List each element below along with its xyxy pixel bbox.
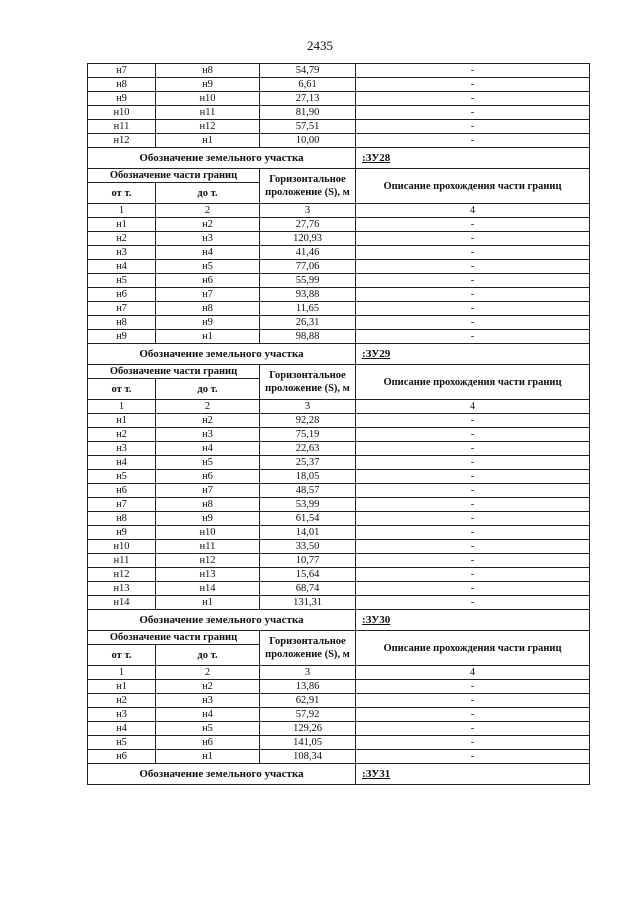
table-row — [88, 106, 590, 120]
plot-designation-label: Обозначение земельного участка — [88, 610, 356, 631]
description-cell: - — [356, 64, 590, 78]
length-cell: 14,01 — [260, 526, 356, 540]
to-point-cell: н13 — [156, 568, 260, 582]
length-cell: 68,74 — [260, 582, 356, 596]
header-row — [88, 631, 590, 645]
description-cell: - — [356, 120, 590, 134]
description-cell: - — [356, 246, 590, 260]
length-cell: 33,50 — [260, 540, 356, 554]
from-point-cell: н11 — [88, 554, 156, 568]
plot-designation-label: Обозначение земельного участка — [88, 344, 356, 365]
to-point-cell: н8 — [156, 302, 260, 316]
to-point-cell: н12 — [156, 554, 260, 568]
from-point-cell: н4 — [88, 456, 156, 470]
description-cell: - — [356, 596, 590, 610]
length-cell: 93,88 — [260, 288, 356, 302]
table-row — [88, 218, 590, 232]
to-point-cell: н5 — [156, 456, 260, 470]
table-row — [88, 512, 590, 526]
description-cell: - — [356, 428, 590, 442]
from-point-cell: н4 — [88, 722, 156, 736]
description-cell: - — [356, 526, 590, 540]
table-row — [88, 246, 590, 260]
to-point-cell: н10 — [156, 92, 260, 106]
plot-designation-label: Обозначение земельного участка — [88, 148, 356, 169]
from-point-cell: н4 — [88, 260, 156, 274]
from-point-cell: н1 — [88, 218, 156, 232]
table-row — [88, 736, 590, 750]
length-cell: 77,06 — [260, 260, 356, 274]
column-number-row — [88, 204, 590, 218]
from-point-cell: н7 — [88, 64, 156, 78]
from-point-cell: н12 — [88, 134, 156, 148]
description-cell: - — [356, 484, 590, 498]
description-cell: - — [356, 722, 590, 736]
plot-designation-label: Обозначение земельного участка — [88, 764, 356, 785]
description-cell: - — [356, 736, 590, 750]
parts-header: Обозначение части границ — [88, 365, 260, 379]
length-cell: 57,92 — [260, 708, 356, 722]
description-cell: - — [356, 680, 590, 694]
length-cell: 108,34 — [260, 750, 356, 764]
length-cell: 131,31 — [260, 596, 356, 610]
table-row — [88, 260, 590, 274]
from-point-cell: н9 — [88, 526, 156, 540]
to-point-cell: н1 — [156, 750, 260, 764]
boundary-table — [87, 63, 590, 785]
to-header: до т. — [156, 645, 260, 666]
to-point-cell: н14 — [156, 582, 260, 596]
description-cell: - — [356, 92, 590, 106]
table-row — [88, 540, 590, 554]
to-point-cell: н4 — [156, 708, 260, 722]
from-point-cell: н11 — [88, 120, 156, 134]
table-row — [88, 330, 590, 344]
to-point-cell: н1 — [156, 134, 260, 148]
table-row — [88, 554, 590, 568]
plot-id: :ЗУ30 — [356, 610, 590, 631]
description-cell: - — [356, 540, 590, 554]
column-number-4: 4 — [356, 666, 590, 680]
length-cell: 57,51 — [260, 120, 356, 134]
description-cell: - — [356, 288, 590, 302]
plot-id: :ЗУ29 — [356, 344, 590, 365]
to-point-cell: н9 — [156, 316, 260, 330]
to-point-cell: н7 — [156, 484, 260, 498]
table-row — [88, 232, 590, 246]
description-header: Описание прохождения части границ — [356, 365, 590, 400]
plot-designation-row — [88, 610, 590, 631]
to-point-cell: н7 — [156, 288, 260, 302]
table-row — [88, 680, 590, 694]
table-row — [88, 750, 590, 764]
from-point-cell: н9 — [88, 330, 156, 344]
length-cell: 15,64 — [260, 568, 356, 582]
table-row — [88, 288, 590, 302]
header-row — [88, 169, 590, 183]
description-cell: - — [356, 512, 590, 526]
length-cell: 120,93 — [260, 232, 356, 246]
description-cell: - — [356, 260, 590, 274]
table-row — [88, 78, 590, 92]
description-cell: - — [356, 274, 590, 288]
length-cell: 55,99 — [260, 274, 356, 288]
to-point-cell: н4 — [156, 442, 260, 456]
to-point-cell: н4 — [156, 246, 260, 260]
plot-id: :ЗУ28 — [356, 148, 590, 169]
table-row — [88, 64, 590, 78]
length-cell: 92,28 — [260, 414, 356, 428]
from-point-cell: н7 — [88, 498, 156, 512]
from-point-cell: н14 — [88, 596, 156, 610]
from-point-cell: н12 — [88, 568, 156, 582]
length-cell: 11,65 — [260, 302, 356, 316]
description-cell: - — [356, 442, 590, 456]
to-point-cell: н6 — [156, 736, 260, 750]
length-cell: 61,54 — [260, 512, 356, 526]
from-point-cell: н2 — [88, 694, 156, 708]
table-row — [88, 456, 590, 470]
table-row — [88, 92, 590, 106]
length-cell: 62,91 — [260, 694, 356, 708]
to-point-cell: н10 — [156, 526, 260, 540]
column-number-2: 2 — [156, 666, 260, 680]
from-header: от т. — [88, 645, 156, 666]
to-point-cell: н3 — [156, 428, 260, 442]
description-cell: - — [356, 694, 590, 708]
description-header: Описание прохождения части границ — [356, 169, 590, 204]
from-point-cell: н6 — [88, 750, 156, 764]
plot-designation-row — [88, 764, 590, 785]
description-cell: - — [356, 218, 590, 232]
to-point-cell: н3 — [156, 232, 260, 246]
length-cell: 81,90 — [260, 106, 356, 120]
to-point-cell: н8 — [156, 498, 260, 512]
to-point-cell: н9 — [156, 512, 260, 526]
column-number-4: 4 — [356, 400, 590, 414]
length-cell: 75,19 — [260, 428, 356, 442]
length-cell: 26,31 — [260, 316, 356, 330]
length-cell: 98,88 — [260, 330, 356, 344]
table-row — [88, 302, 590, 316]
description-cell: - — [356, 554, 590, 568]
from-point-cell: н1 — [88, 680, 156, 694]
column-number-2: 2 — [156, 400, 260, 414]
description-cell: - — [356, 302, 590, 316]
to-point-cell: н2 — [156, 414, 260, 428]
table-row — [88, 470, 590, 484]
from-point-cell: н9 — [88, 92, 156, 106]
to-point-cell: н1 — [156, 330, 260, 344]
length-cell: 22,63 — [260, 442, 356, 456]
column-number-3: 3 — [260, 204, 356, 218]
length-cell: 13,86 — [260, 680, 356, 694]
table-row — [88, 442, 590, 456]
description-cell: - — [356, 78, 590, 92]
parts-header: Обозначение части границ — [88, 169, 260, 183]
table-row — [88, 568, 590, 582]
to-point-cell: н3 — [156, 694, 260, 708]
plot-designation-row — [88, 344, 590, 365]
from-point-cell: н8 — [88, 316, 156, 330]
from-point-cell: н8 — [88, 512, 156, 526]
page-number: 2435 — [307, 38, 333, 53]
to-point-cell: н11 — [156, 106, 260, 120]
description-cell: - — [356, 470, 590, 484]
table-row — [88, 498, 590, 512]
to-point-cell: н8 — [156, 64, 260, 78]
table-row — [88, 428, 590, 442]
length-cell: 48,57 — [260, 484, 356, 498]
from-point-cell: н5 — [88, 736, 156, 750]
table-row — [88, 134, 590, 148]
table-row — [88, 708, 590, 722]
table-row — [88, 526, 590, 540]
to-point-cell: н6 — [156, 274, 260, 288]
from-point-cell: н2 — [88, 428, 156, 442]
to-point-cell: н11 — [156, 540, 260, 554]
table-row — [88, 414, 590, 428]
to-point-cell: н9 — [156, 78, 260, 92]
description-cell: - — [356, 708, 590, 722]
from-point-cell: н1 — [88, 414, 156, 428]
table-row — [88, 274, 590, 288]
to-point-cell: н6 — [156, 470, 260, 484]
description-cell: - — [356, 414, 590, 428]
from-point-cell: н3 — [88, 246, 156, 260]
length-cell: 10,00 — [260, 134, 356, 148]
from-point-cell: н3 — [88, 442, 156, 456]
length-cell: 129,26 — [260, 722, 356, 736]
table-row — [88, 694, 590, 708]
from-point-cell: н3 — [88, 708, 156, 722]
from-point-cell: н7 — [88, 302, 156, 316]
to-point-cell: н12 — [156, 120, 260, 134]
description-header: Описание прохождения части границ — [356, 631, 590, 666]
column-number-1: 1 — [88, 400, 156, 414]
length-cell: 141,05 — [260, 736, 356, 750]
length-header: Горизонтальное проложение (S), м — [260, 169, 356, 204]
from-point-cell: н5 — [88, 274, 156, 288]
length-cell: 6,61 — [260, 78, 356, 92]
header-row — [88, 365, 590, 379]
length-cell: 41,46 — [260, 246, 356, 260]
length-cell: 18,05 — [260, 470, 356, 484]
table-row — [88, 484, 590, 498]
column-number-2: 2 — [156, 204, 260, 218]
from-point-cell: н10 — [88, 540, 156, 554]
to-header: до т. — [156, 183, 260, 204]
description-cell: - — [356, 750, 590, 764]
length-cell: 10,77 — [260, 554, 356, 568]
from-point-cell: н6 — [88, 288, 156, 302]
description-cell: - — [356, 232, 590, 246]
from-point-cell: н8 — [88, 78, 156, 92]
from-header: от т. — [88, 183, 156, 204]
to-point-cell: н2 — [156, 218, 260, 232]
to-header: до т. — [156, 379, 260, 400]
from-point-cell: н5 — [88, 470, 156, 484]
table-row — [88, 596, 590, 610]
from-point-cell: н13 — [88, 582, 156, 596]
description-cell: - — [356, 330, 590, 344]
column-number-1: 1 — [88, 666, 156, 680]
column-number-row — [88, 666, 590, 680]
column-number-3: 3 — [260, 400, 356, 414]
description-cell: - — [356, 134, 590, 148]
description-cell: - — [356, 456, 590, 470]
length-cell: 27,13 — [260, 92, 356, 106]
length-cell: 27,76 — [260, 218, 356, 232]
from-point-cell: н2 — [88, 232, 156, 246]
to-point-cell: н5 — [156, 260, 260, 274]
plot-designation-row — [88, 148, 590, 169]
column-number-3: 3 — [260, 666, 356, 680]
table-row — [88, 120, 590, 134]
column-number-4: 4 — [356, 204, 590, 218]
length-cell: 54,79 — [260, 64, 356, 78]
table-row — [88, 582, 590, 596]
table-row — [88, 722, 590, 736]
description-cell: - — [356, 498, 590, 512]
parts-header: Обозначение части границ — [88, 631, 260, 645]
to-point-cell: н2 — [156, 680, 260, 694]
column-number-row — [88, 400, 590, 414]
to-point-cell: н1 — [156, 596, 260, 610]
table-row — [88, 316, 590, 330]
description-cell: - — [356, 106, 590, 120]
column-number-1: 1 — [88, 204, 156, 218]
from-header: от т. — [88, 379, 156, 400]
from-point-cell: н6 — [88, 484, 156, 498]
to-point-cell: н5 — [156, 722, 260, 736]
description-cell: - — [356, 582, 590, 596]
from-point-cell: н10 — [88, 106, 156, 120]
length-cell: 25,37 — [260, 456, 356, 470]
description-cell: - — [356, 316, 590, 330]
length-cell: 53,99 — [260, 498, 356, 512]
length-header: Горизонтальное проложение (S), м — [260, 631, 356, 666]
length-header: Горизонтальное проложение (S), м — [260, 365, 356, 400]
description-cell: - — [356, 568, 590, 582]
plot-id: :ЗУ31 — [356, 764, 590, 785]
